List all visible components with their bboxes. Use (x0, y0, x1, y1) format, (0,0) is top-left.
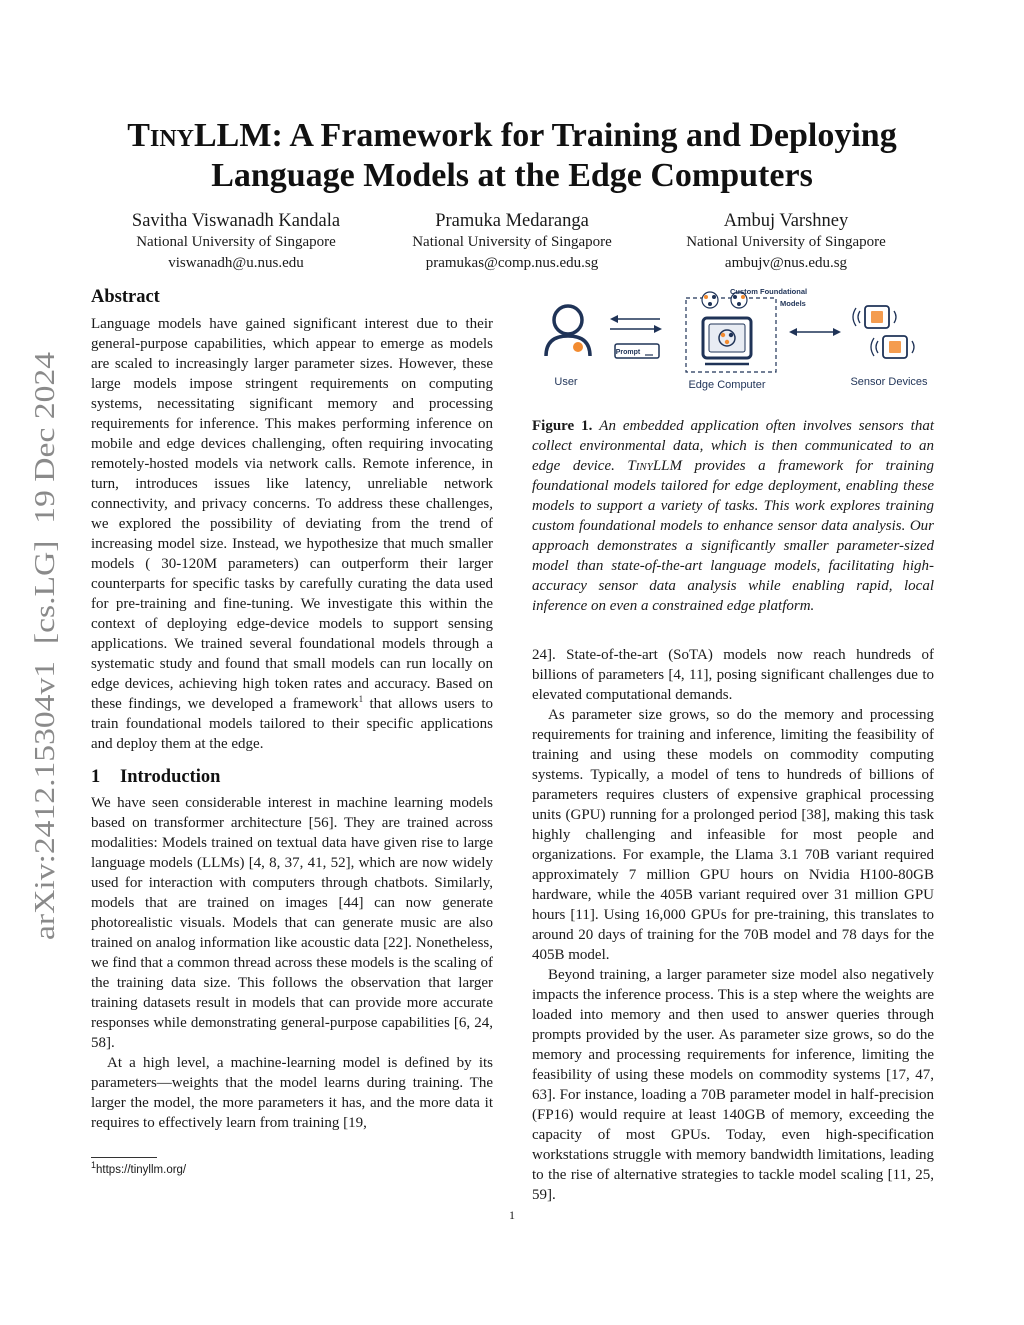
arxiv-stamp (28, 350, 64, 950)
prompt-box (615, 344, 659, 358)
footnote-mark: 1 (91, 1160, 97, 1171)
intro-paragraph: At a high level, a machine-learning model is defined by its parameters—weights that the model learns during training. The larger the model, the more parameters it has, and the more data it requires to effectively learn from training [19, (91, 1055, 493, 1131)
user-icon (546, 306, 590, 356)
prompt-label: Prompt (615, 349, 641, 356)
author-email[interactable]: pramukas@comp.nus.edu.sg (425, 255, 599, 271)
abstract-body: Language models have gained significant interest due to their general-purpose capabilities, which appear to emerge as models are scaled to increasingly larger parameter sizes. However, these large models impose stringent requirements on computing systems, necessitating significant memory and processing requirements for inference. This makes performing inference on mobile and edge devices challenging, often requiring invocating remotely-hosted models via network calls. Remote inference, in turn, introduces issues like latency, unreliable network connectivity, and privacy concerns. To address these challenges, we explored the possibility of deviating from the trend of increasing model size. Instead, we hypothesize that much smaller models ( 30-120M parameters) can outperform their larger counterparts for specific tasks by carefully curating the data used for pre-training and fine-tuning. We investigate this within the context of deploying edge-device models to support sensing applications. We trained several foundational models through a systematic study and found that small models can run locally on edge devices, achieving high token rates and accuracy. Based on these findings, we developed a framework (91, 316, 493, 712)
body-paragraph: As parameter size grows, so do the memory and processing requirements for training and inference, limiting the feasibility of training and using these models on commodity computing systems. Typically, a model of tens to hundreds of billions of parameters requires clusters of expensive graphical processing units (GPU) running for a prolonged period [38], making this task highly challenging and infeasible for most people and organizations. For example, the Llama 3.1 70B variant required approximately 7 million GPU hours on Nvidia H100-80GB hardware, while the 405B variant required over 31 million GPU hours [11]. Using 16,000 GPUs for pre-training, this translates to around 20 days of training for the 70B model and 78 days for the 405B model. (532, 707, 934, 963)
caption-text (532, 418, 934, 614)
title-line-1 (80, 116, 944, 156)
author-block (362, 210, 662, 274)
abstract-heading: Abstract (91, 287, 160, 307)
author-name: Pramuka Medaranga (435, 211, 589, 231)
arxiv-stamp-text: arXiv:2412.15304v1 [cs.LG] 19 Dec 2024 (29, 432, 61, 940)
introduction-heading (91, 766, 493, 788)
user-label: User (554, 376, 578, 388)
edge-sensor-arrow (789, 328, 841, 336)
author-block (86, 210, 386, 274)
abstract-text (91, 314, 493, 754)
right-column (532, 645, 934, 1205)
caption-text-end: provides a framework for training foundational models tailored for edge deployment, enabling these models to support a variety of tasks. This work explores training custom foundational models to enhance sensor data analysis. Our approach demonstrates a significantly smaller parameter-sized model than state-of-the-art language models, facilitating high-accuracy sensor data analysis while enabling rapid, local inference on even a constrained edge platform. (532, 458, 934, 614)
author-email[interactable]: viswanadh@u.nus.edu (168, 255, 304, 271)
custom-models-label-2: Models (780, 299, 806, 308)
section-number: 1 (91, 767, 101, 787)
footnote-marker[interactable]: 1 (358, 694, 364, 704)
edge-computer-label: Edge Computer (688, 379, 766, 391)
author-name: Ambuj Varshney (723, 211, 849, 231)
footnote-rule (91, 1157, 157, 1158)
figure-1-diagram (532, 284, 934, 404)
author-name: Savitha Viswanadh Kandala (131, 211, 341, 231)
author-email[interactable]: ambujv@nus.edu.sg (724, 255, 848, 271)
sensor-device-icon (871, 336, 914, 358)
sensor-devices-label: Sensor Devices (850, 376, 928, 388)
title-line-2: Language Models at the Edge Computers (211, 157, 813, 194)
author-affiliation: National University of Singapore (686, 234, 886, 250)
user-edge-arrows (610, 315, 662, 333)
caption-label: Figure 1. (532, 418, 593, 434)
body-paragraph: 24]. State-of-the-art (SoTA) models now reach hundreds of billions of parameters [4, 11], posing significant challenges due to elevated computational demands. (532, 647, 934, 703)
author-affiliation: National University of Singapore (136, 234, 336, 250)
title-line-1-rest: : A Framework for Training and Deploying (271, 117, 897, 154)
body-paragraph: Beyond training, a larger parameter size model also negatively impacts the inference process. This is a step where the weights are loaded into memory and then used to answer queries through prompts provided by the user. As parameter size grows, so do the memory and processing requirements for inference, limiting the feasibility of using these models on commodity systems [17, 47, 63]. For instance, loading a 70B parameter model in half-precision (FP16) would require at least 140GB of memory, exceeding the capacity of most GPUs. Today, even high-specification workstations struggle with memory bandwidth limitations, leading to the rise of alternative strategies to tackle model scaling [11, 25, 59]. (532, 967, 934, 1203)
section-title: Introduction (120, 767, 221, 787)
page-number: 1 (509, 1208, 515, 1222)
edge-computer-icon (703, 318, 751, 364)
arxiv-stamp-svg (28, 350, 64, 950)
figure-1 (532, 284, 934, 404)
footnote-url[interactable]: https://tinyllm.org/ (96, 1164, 187, 1176)
footnote (91, 1162, 493, 1178)
author-block (636, 210, 936, 274)
abstract-body-end: that allows users to train foundational models tailored to their specific applications and deploy them at the edge. (91, 696, 493, 752)
left-column (91, 286, 493, 1178)
paper-title (80, 116, 944, 196)
custom-models-label: Custom Foundational (730, 287, 808, 296)
sensor-device-icon (853, 306, 896, 328)
intro-paragraph: We have seen considerable interest in machine learning models based on transformer architecture [56]. They are trained across modalities: Models trained on textual data have given rise to large language models (LLMs) [4, 8, 37, 41, 52], which are now widely used for interaction with computers through chatbots. Similarly, models that are trained on images [44] can now generate photorealistic visuals. Models that can generate music are also trained on analog information like acoustic data [22]. Nonetheless, we find that a common thread across these models is the scaling of the training data size. This follows the observation that larger training datasets result in models that can provide more accurate responses while demonstrating general-purpose capabilities [6, 24, 58]. (91, 795, 493, 1051)
title-system-name: TinyLLM (127, 117, 272, 154)
caption-text-start: An embedded application often involves sensors that collect environmental data, which is then communicated to an edge device. (532, 418, 934, 474)
caption-system-name: TinyLLM (627, 458, 683, 474)
figure-1-caption (532, 416, 934, 616)
author-affiliation: National University of Singapore (412, 234, 612, 250)
